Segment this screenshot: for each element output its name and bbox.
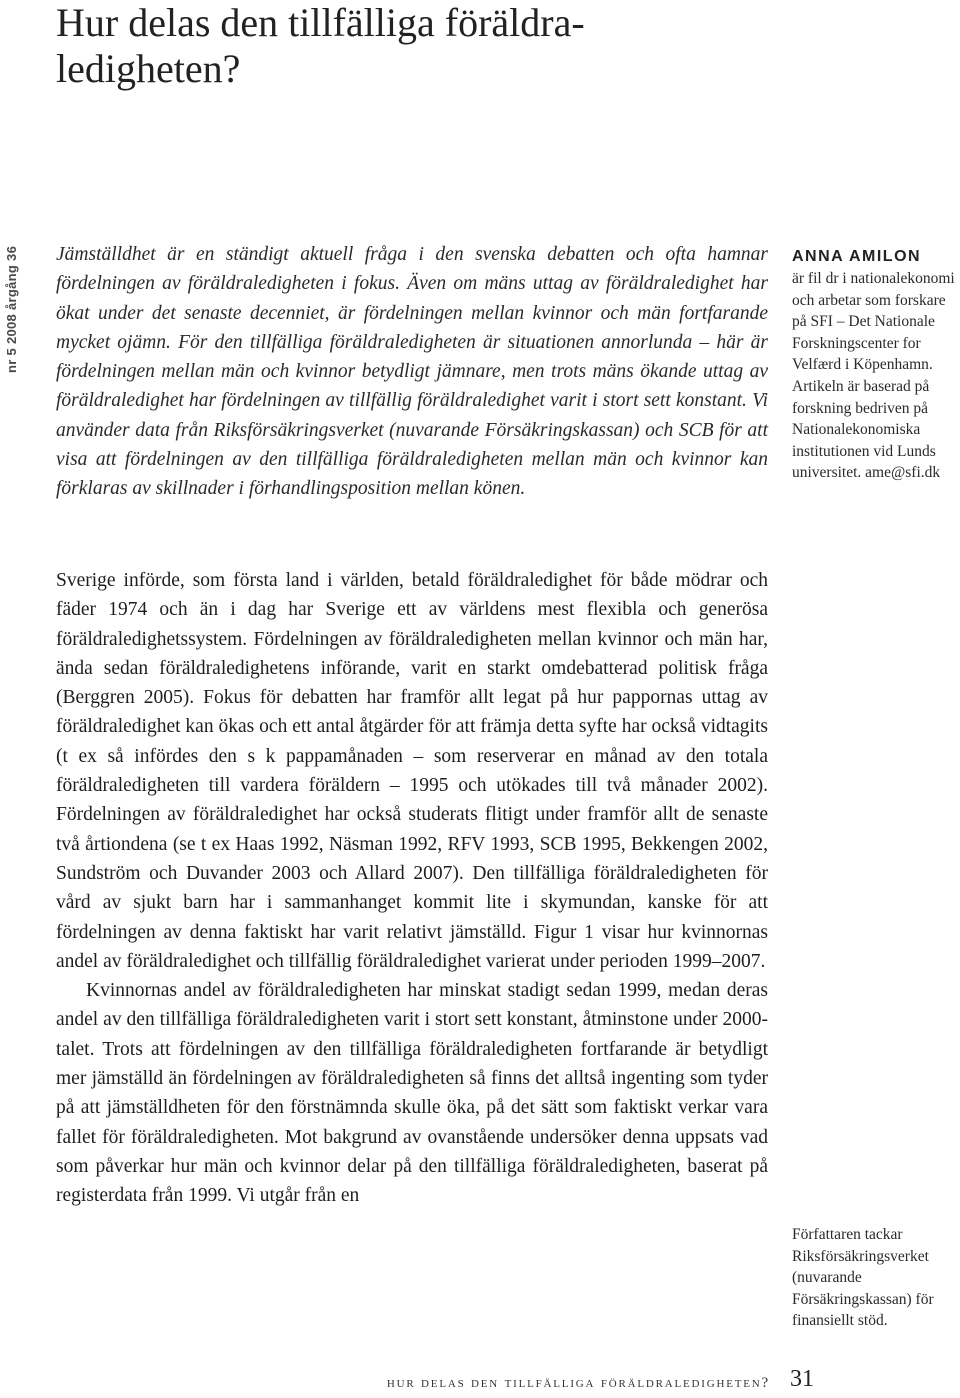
author-name: ANNA AMILON — [792, 248, 922, 265]
acknowledgement: Författaren tackar Riksförsäkringsverket (nuvarande Försäkringskassan) för finansiellt stöd. — [792, 1226, 934, 1330]
running-footer: hur delas den tillfälliga föräldraledigheten? — [386, 1375, 770, 1391]
body-paragraph: Kvinnornas andel av föräldraledigheten har minskat stadigt sedan 1999, medan deras andel av den tillfälliga föräldraledigheten varit i stort sett konstant, åtminstone under 2000-talet. Trots att fördelningen av den tillfälliga föräldraledigheten fortfarande är betydligt mer jämställd än fördelningen av föräldraledigheten så finns det alltså ingenting som tyder på att jämställdheten för den förstnämnda skulle öka, på det sätt som faktiskt verkar vara fallet för föräldraledigheten. Mot bakgrund av ovanstående undersöker denna uppsats vad som påverkar hur män och kvinnor delar på den tillfälliga föräldraledigheten, baserat på registerdata från 1999. Vi utgår från en — [56, 980, 768, 1207]
body-paragraph: Sverige införde, som första land i världen, betald föräldraledighet för både mödrar och fäder 1974 och än i dag har Sverige ett av världens mest flexibla och generösa föräldraledighetssystem. Fördelningen av föräldraledigheten mellan kvinnor och män har, ända sedan föräldraledighetens införande, varit en starkt omdebatterad politisk fråga (Berggren 2005). Fokus för debatten har framför allt legat på hur pappornas uttag av föräldraledighet kan ökas och ett antal åtgärder för att främja detta syfte har också vidtagits (t ex så infördes den s k pappamånaden – som reserverar en månad av den totala föräldraledigheten till vardera föräldern – 1995 och utökades till två månader 2002). Fördelningen av föräldraledighet har också studerats flitigt under framför allt de senaste två årtiondena (se t ex Haas 1992, Näsman 1992, RFV 1993, SCB 1995, Bekkengen 2002, Sundström och Duvander 2003 och Allard 2007). Den tillfälliga föräldraledigheten för vård av sjukt barn har i sammanhanget kommit lite i skymundan, kanske för att fördelningen av denna faktiskt har varit relativt jämställd. Figur 1 visar hur kvinnornas andel av föräldraledighet och tillfällig föräldraledighet varierat under perioden 1999–2007. — [56, 570, 768, 972]
issue-strip: nr 5 2008 årgång 36 — [4, 246, 19, 374]
article-title — [56, 0, 776, 92]
author-bio: är fil dr i nationalekonomi och arbetar som forskare på SFI – Det Nationale Forskningscenter for Velfærd i Köpenhamn. Artikeln är baserad på forskning bedriven på Nationalekonomiska institutionen vid Lunds universitet. ame@sfi.dk — [792, 270, 955, 482]
abstract: Jämställdhet är en ständigt aktuell fråga i den svenska debatten och ofta hamnar fördelningen av föräldraledigheten i fokus. Även om mäns uttag av föräldraledighet har ökat under det senaste decenniet, är fördelningen mellan kvinnor och män fortfarande mycket ojämn. För den tillfälliga föräldraledigheten är situationen annorlunda – här är fördelningen mellan män och kvinnor betydligt jämnare, men trots mäns ökande uttag av föräldraledighet har fördelningen av tillfällig föräldraledighet varit i stort sett konstant. Vi använder data från Riksförsäkringsverket (nuvarande Försäkringskassan) och SCB för att visa att fördelningen av den tillfälliga föräldraledigheten mellan män och kvinnor kan förklaras av skillnader i förhandlingsposition mellan könen. — [56, 244, 768, 500]
page-number: 31 — [790, 1366, 814, 1392]
author-info — [792, 246, 960, 484]
body-text — [56, 566, 768, 1211]
article-title-text: Hur delas den tillfälliga föräldra- ledigheten? — [56, 0, 585, 91]
